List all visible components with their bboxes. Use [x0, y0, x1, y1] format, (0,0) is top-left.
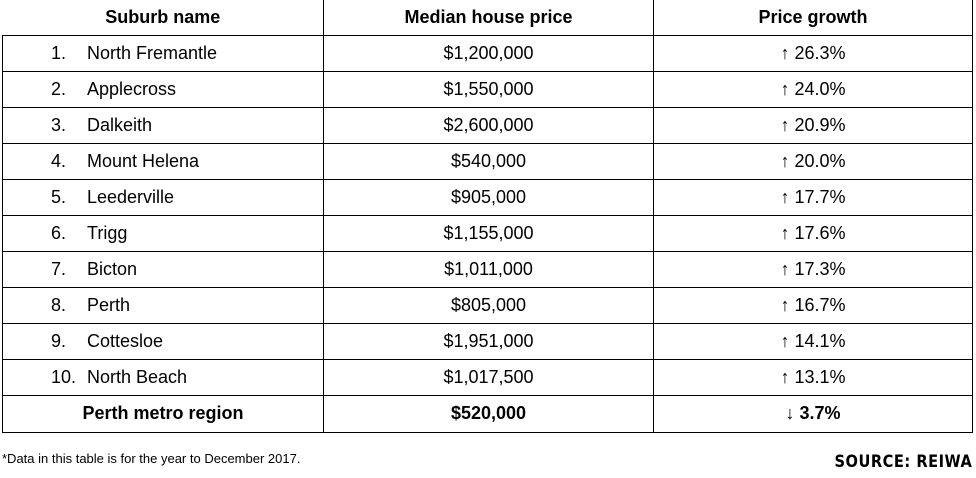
suburb-name-cell — [3, 35, 324, 71]
suburb-name-cell — [3, 359, 324, 395]
table-row — [3, 71, 973, 107]
header-median-house-price: Median house price — [324, 0, 654, 35]
rank-number: 4. — [51, 150, 67, 171]
table-row — [3, 323, 973, 359]
header-suburb-name: Suburb name — [3, 0, 324, 35]
suburb-name-cell — [3, 143, 324, 179]
table-body — [3, 35, 973, 432]
suburb-name: Bicton — [87, 258, 138, 279]
suburb-name: Applecross — [87, 78, 177, 99]
table-header — [3, 0, 973, 35]
median-price-cell: $2,600,000 — [324, 107, 654, 143]
median-price-cell: $905,000 — [324, 179, 654, 215]
header-price-growth: Price growth — [654, 0, 973, 35]
table-row — [3, 287, 973, 323]
footnote: *Data in this table is for the year to December 2017. — [2, 451, 301, 466]
suburb-name: North Fremantle — [87, 42, 218, 63]
price-growth-cell: ↑ 13.1% — [654, 359, 973, 395]
suburb-name-cell — [3, 179, 324, 215]
suburb-name: Perth — [87, 294, 131, 315]
rank-number: 3. — [51, 114, 67, 135]
table-row — [3, 35, 973, 71]
rank-number: 5. — [51, 186, 67, 207]
rank-number: 7. — [51, 258, 67, 279]
median-price-cell: $1,951,000 — [324, 323, 654, 359]
price-growth-cell: ↑ 20.0% — [654, 143, 973, 179]
summary-price-cell: $520,000 — [324, 395, 654, 432]
suburb-name-cell — [3, 323, 324, 359]
median-price-cell: $805,000 — [324, 287, 654, 323]
median-price-cell: $1,011,000 — [324, 251, 654, 287]
price-growth-cell: ↑ 14.1% — [654, 323, 973, 359]
suburb-name-cell — [3, 107, 324, 143]
rank-number: 6. — [51, 222, 67, 243]
median-price-cell: $1,017,500 — [324, 359, 654, 395]
median-price-cell: $540,000 — [324, 143, 654, 179]
price-growth-cell: ↑ 17.3% — [654, 251, 973, 287]
suburb-name-cell — [3, 251, 324, 287]
suburb-name: North Beach — [87, 366, 188, 387]
median-price-cell: $1,200,000 — [324, 35, 654, 71]
rank-number: 1. — [51, 42, 67, 63]
table-row — [3, 143, 973, 179]
rank-number: 9. — [51, 330, 67, 351]
price-growth-cell: ↑ 26.3% — [654, 35, 973, 71]
suburb-name-cell — [3, 287, 324, 323]
suburb-name: Dalkeith — [87, 114, 153, 135]
table-row — [3, 251, 973, 287]
suburb-name: Leederville — [87, 186, 175, 207]
median-price-cell: $1,155,000 — [324, 215, 654, 251]
summary-name-cell: Perth metro region — [3, 395, 324, 432]
suburb-name: Trigg — [87, 222, 128, 243]
rank-number: 8. — [51, 294, 67, 315]
suburb-price-table — [2, 0, 973, 433]
rank-number: 2. — [51, 78, 67, 99]
suburb-name-cell — [3, 215, 324, 251]
price-growth-cell: ↑ 16.7% — [654, 287, 973, 323]
price-growth-cell: ↑ 24.0% — [654, 71, 973, 107]
suburb-name-cell — [3, 71, 324, 107]
suburb-name: Mount Helena — [87, 150, 200, 171]
summary-growth-cell: ↓ 3.7% — [654, 395, 973, 432]
median-price-cell: $1,550,000 — [324, 71, 654, 107]
table-row — [3, 107, 973, 143]
table-row — [3, 359, 973, 395]
rank-number: 10. — [51, 366, 77, 387]
suburb-name: Cottesloe — [87, 330, 164, 351]
table-row — [3, 215, 973, 251]
source-credit: SOURCE: REIWA — [834, 452, 972, 472]
price-growth-cell: ↑ 20.9% — [654, 107, 973, 143]
table-row — [3, 179, 973, 215]
price-growth-cell: ↑ 17.6% — [654, 215, 973, 251]
header-row — [3, 0, 973, 35]
summary-row — [3, 395, 973, 432]
price-growth-cell: ↑ 17.7% — [654, 179, 973, 215]
